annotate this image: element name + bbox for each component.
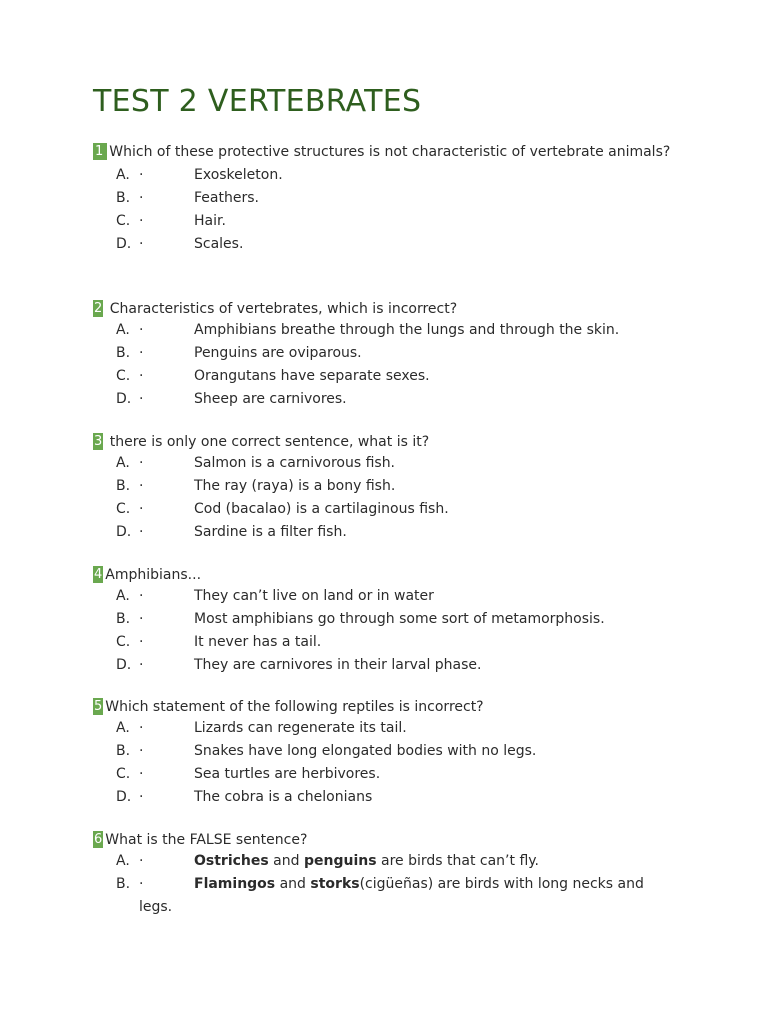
answer-option-b — [93, 187, 675, 210]
answer-option-d — [93, 388, 675, 411]
bullet-icon: · — [139, 876, 144, 892]
answer-option-c — [93, 210, 675, 233]
option-text: Hair. — [194, 213, 226, 229]
answer-option-d — [93, 233, 675, 256]
answer-option-a — [93, 319, 675, 342]
option-text: Feathers. — [194, 190, 259, 206]
option-text-connector: and — [275, 876, 311, 892]
answer-option-a — [93, 452, 675, 475]
answer-option-a — [93, 717, 675, 740]
bullet-icon: · — [139, 501, 144, 517]
option-letter: D. — [116, 789, 132, 805]
option-text: Most amphibians go through some sort of metamorphosis. — [194, 611, 605, 627]
answer-option-d — [93, 786, 675, 809]
option-letter: A. — [116, 720, 130, 736]
question-text: Amphibians... — [105, 567, 202, 583]
answer-option-a — [93, 164, 675, 187]
option-letter: A. — [116, 588, 130, 604]
option-text: Sardine is a filter fish. — [194, 524, 347, 540]
option-letter: A. — [116, 167, 130, 183]
answer-options — [93, 585, 675, 677]
answer-option-a — [93, 585, 675, 608]
option-text: Salmon is a carnivorous fish. — [194, 455, 396, 471]
option-letter: C. — [116, 368, 131, 384]
bullet-icon: · — [139, 345, 144, 361]
bullet-icon: · — [139, 588, 144, 604]
question-2 — [93, 300, 675, 411]
question-number: 6 — [94, 832, 103, 847]
answer-option-c — [93, 631, 675, 654]
answer-option-c — [93, 365, 675, 388]
option-letter: C. — [116, 766, 131, 782]
option-text-connector: and — [268, 853, 304, 869]
option-letter: A. — [116, 455, 130, 471]
option-bold-term: storks — [310, 876, 360, 892]
question-number: 1 — [93, 143, 107, 160]
option-letter: C. — [116, 501, 131, 517]
answer-options — [93, 717, 675, 809]
question-text: there is only one correct sentence, what is it? — [105, 434, 430, 450]
answer-options — [93, 850, 675, 919]
option-text: Scales. — [194, 236, 244, 252]
answer-option-c — [93, 763, 675, 786]
option-bold-term: Flamingos — [194, 876, 276, 892]
option-letter: B. — [116, 345, 131, 361]
page-title: TEST 2 VERTEBRATES — [93, 84, 422, 119]
bullet-icon: · — [139, 853, 144, 869]
bullet-icon: · — [139, 190, 144, 206]
question-number: 4 — [94, 567, 103, 582]
option-letter: B. — [116, 611, 131, 627]
bullet-icon: · — [139, 455, 144, 471]
question-3 — [93, 433, 675, 544]
option-letter: C. — [116, 634, 131, 650]
answer-option-b — [93, 740, 675, 763]
option-text: They are carnivores in their larval phase. — [194, 657, 482, 673]
option-letter: B. — [116, 743, 131, 759]
bullet-icon: · — [139, 611, 144, 627]
option-text: Amphibians breathe through the lungs and through the skin. — [194, 322, 620, 338]
option-text: Exoskeleton. — [194, 167, 283, 183]
option-letter: D. — [116, 657, 132, 673]
option-letter: B. — [116, 190, 131, 206]
option-text: The ray (raya) is a bony fish. — [194, 478, 396, 494]
question-1 — [93, 141, 675, 256]
question-text: Characteristics of vertebrates, which is incorrect? — [105, 301, 458, 317]
answer-option-b — [93, 608, 675, 631]
bullet-icon: · — [139, 634, 144, 650]
answer-options — [93, 164, 675, 256]
option-text: Snakes have long elongated bodies with no legs. — [194, 743, 537, 759]
answer-option-a — [93, 850, 675, 873]
option-text-continuation: legs. — [139, 899, 173, 915]
option-bold-term: penguins — [303, 853, 377, 869]
question-4 — [93, 566, 675, 677]
option-letter: A. — [116, 322, 130, 338]
answer-option-d — [93, 521, 675, 544]
question-5 — [93, 698, 675, 809]
bullet-icon: · — [139, 789, 144, 805]
option-bold-term: Ostriches — [194, 853, 269, 869]
option-text: Sea turtles are herbivores. — [194, 766, 381, 782]
answer-option-c — [93, 498, 675, 521]
question-number: 2 — [94, 301, 103, 316]
bullet-icon: · — [139, 322, 144, 338]
option-text: They can’t live on land or in water — [194, 588, 434, 604]
answer-options — [93, 452, 675, 544]
option-text: Penguins are oviparous. — [194, 345, 362, 361]
bullet-icon: · — [139, 657, 144, 673]
option-letter: B. — [116, 478, 131, 494]
question-number: 5 — [94, 699, 103, 714]
option-letter: D. — [116, 524, 132, 540]
question-number: 3 — [94, 434, 103, 449]
answer-option-d — [93, 654, 675, 677]
question-text: What is the FALSE sentence? — [105, 832, 308, 848]
option-letter: D. — [116, 236, 132, 252]
bullet-icon: · — [139, 524, 144, 540]
bullet-icon: · — [139, 167, 144, 183]
option-text: Cod (bacalao) is a cartilaginous fish. — [194, 501, 449, 517]
answer-option-b — [93, 342, 675, 365]
answer-options — [93, 319, 675, 411]
bullet-icon: · — [139, 720, 144, 736]
question-6 — [93, 831, 675, 919]
option-letter: D. — [116, 391, 132, 407]
bullet-icon: · — [139, 391, 144, 407]
option-letter: C. — [116, 213, 131, 229]
answer-option-b — [93, 475, 675, 498]
option-text: Sheep are carnivores. — [194, 391, 347, 407]
option-letter: A. — [116, 853, 130, 869]
option-letter: B. — [116, 876, 131, 892]
question-text: Which of these protective structures is not characteristic of vertebrate animals? — [109, 144, 671, 160]
option-text: The cobra is a chelonians — [194, 789, 373, 805]
bullet-icon: · — [139, 368, 144, 384]
question-text: Which statement of the following reptiles is incorrect? — [105, 699, 484, 715]
bullet-icon: · — [139, 478, 144, 494]
bullet-icon: · — [139, 213, 144, 229]
answer-option-b — [93, 873, 675, 919]
option-text: Orangutans have separate sexes. — [194, 368, 430, 384]
option-text: (cigüeñas) are birds with long necks and — [359, 876, 644, 892]
option-text: Lizards can regenerate its tail. — [194, 720, 407, 736]
bullet-icon: · — [139, 236, 144, 252]
option-text: It never has a tail. — [194, 634, 322, 650]
option-text: are birds that can’t fly. — [376, 853, 539, 869]
bullet-icon: · — [139, 766, 144, 782]
bullet-icon: · — [139, 743, 144, 759]
